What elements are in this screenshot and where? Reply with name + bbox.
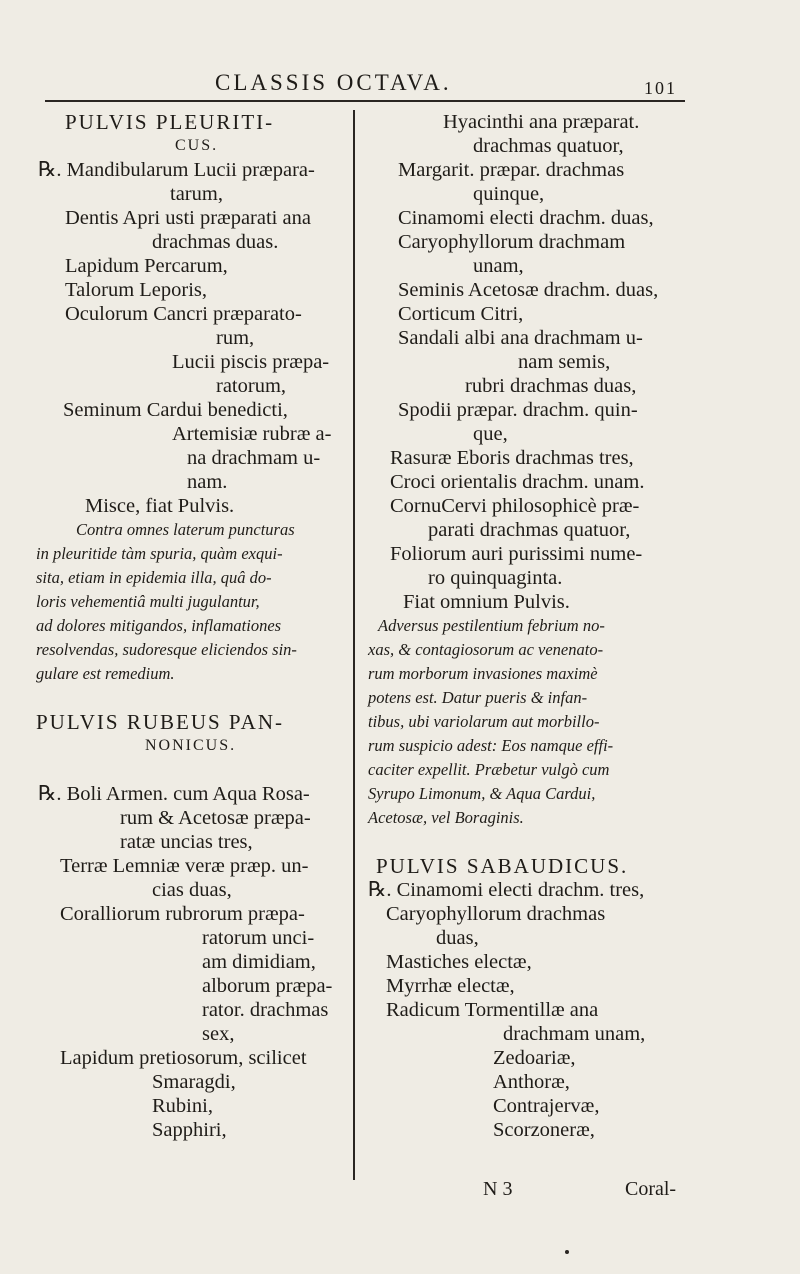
text-line: Mastiches electæ, bbox=[386, 951, 532, 973]
text-line: Hyacinthi ana præparat. bbox=[443, 111, 640, 133]
text-line: Spodii præpar. drachm. quin- bbox=[398, 399, 638, 421]
text-line bbox=[368, 830, 688, 854]
left-column bbox=[30, 110, 348, 1142]
section-heading: PULVIS RUBEUS PAN- bbox=[36, 710, 285, 734]
text-line: Caryophyllorum drachmam bbox=[398, 231, 626, 253]
text-line: que, bbox=[473, 423, 508, 445]
right-column bbox=[368, 110, 688, 1142]
usage-note-line: rum morborum invasiones maximè bbox=[368, 664, 598, 683]
text-line: Zedoariæ, bbox=[493, 1047, 576, 1069]
text-line: Misce, fiat Pulvis. bbox=[85, 495, 235, 517]
text-line: alborum præpa- bbox=[202, 975, 333, 997]
section-heading: NONICUS. bbox=[145, 737, 237, 754]
header-rule bbox=[45, 100, 685, 102]
text-line: rator. drachmas bbox=[202, 999, 329, 1021]
text-line: nam semis, bbox=[518, 351, 611, 373]
text-line: Fiat omnium Pulvis. bbox=[403, 591, 570, 613]
text-line: Myrrhæ electæ, bbox=[386, 975, 515, 997]
text-line: sex, bbox=[202, 1023, 235, 1045]
text-line: Talorum Leporis, bbox=[65, 279, 208, 301]
text-line: Dentis Apri usti præparati ana bbox=[65, 207, 311, 229]
text-line: cias duas, bbox=[152, 879, 232, 901]
usage-note-line: in pleuritide tàm spuria, quàm exqui- bbox=[36, 544, 283, 563]
text-line: unam, bbox=[473, 255, 524, 277]
text-line: Margarit. præpar. drachmas bbox=[398, 159, 625, 181]
usage-note-line: sita, etiam in epidemia illa, quâ do- bbox=[36, 568, 272, 587]
text-line: ratæ uncias tres, bbox=[120, 831, 253, 853]
text-line: Sandali albi ana drachmam u- bbox=[398, 327, 643, 349]
running-head bbox=[0, 70, 800, 100]
usage-note-line: rum suspicio adest: Eos namque effi- bbox=[368, 736, 614, 755]
page-number: 101 bbox=[644, 78, 677, 98]
text-line: Radicum Tormentillæ ana bbox=[386, 999, 599, 1021]
text-line: Anthoræ, bbox=[493, 1071, 570, 1093]
text-line: ro quinquaginta. bbox=[428, 567, 563, 589]
text-line: duas, bbox=[436, 927, 479, 949]
text-line: rubri drachmas duas, bbox=[465, 375, 637, 397]
usage-note-line: gulare est remedium. bbox=[36, 664, 175, 683]
text-line bbox=[30, 686, 348, 710]
text-line: Cinamomi electi drachm. duas, bbox=[398, 207, 654, 229]
ink-speck bbox=[565, 1250, 569, 1254]
text-line: quinque, bbox=[473, 183, 545, 205]
usage-note-line: ad dolores mitigandos, inflamationes bbox=[36, 616, 282, 635]
text-line: drachmas duas. bbox=[152, 231, 279, 253]
text-line: ratorum unci- bbox=[202, 927, 315, 949]
text-line: drachmas quatuor, bbox=[473, 135, 624, 157]
text-line: am dimidiam, bbox=[202, 951, 316, 973]
text-line: Artemisiæ rubræ a- bbox=[172, 423, 332, 445]
text-line: tarum, bbox=[170, 183, 223, 205]
text-line: CornuCervi philosophicè præ- bbox=[390, 495, 640, 517]
text-line: Seminum Cardui benedicti, bbox=[63, 399, 288, 421]
text-line: rum, bbox=[216, 327, 255, 349]
section-heading: PULVIS PLEURITI- bbox=[65, 110, 275, 134]
usage-note-line: potens est. Datur pueris & infan- bbox=[368, 688, 588, 707]
text-line: Oculorum Cancri præparato- bbox=[65, 303, 302, 325]
text-line: rum & Acetosæ præpa- bbox=[120, 807, 311, 829]
text-line: nam. bbox=[187, 471, 228, 493]
running-title: CLASSIS OCTAVA. bbox=[215, 70, 452, 95]
text-line: Rubini, bbox=[152, 1095, 213, 1117]
text-line: Lapidum pretiosorum, scilicet bbox=[60, 1047, 307, 1069]
usage-note-line: Acetosæ, vel Boraginis. bbox=[368, 808, 524, 827]
signature-mark: N 3 bbox=[483, 1178, 513, 1200]
usage-note-line: xas, & contagiosorum ac venenato- bbox=[368, 640, 604, 659]
text-line: na drachmam u- bbox=[187, 447, 321, 469]
usage-note-line: loris vehementiâ multi jugulantur, bbox=[36, 592, 260, 611]
column-divider bbox=[353, 110, 355, 1180]
text-line: Contrajervæ, bbox=[493, 1095, 600, 1117]
text-line: Corticum Citri, bbox=[398, 303, 524, 325]
text-line: Lucii piscis præpa- bbox=[172, 351, 330, 373]
section-heading: PULVIS SABAUDICUS. bbox=[376, 854, 629, 878]
text-line: drachmam unam, bbox=[503, 1023, 646, 1045]
text-line: Rasuræ Eboris drachmas tres, bbox=[390, 447, 634, 469]
usage-note-line: Contra omnes laterum puncturas bbox=[76, 520, 295, 539]
text-line bbox=[30, 758, 348, 782]
text-line: Terræ Lemniæ veræ præp. un- bbox=[60, 855, 309, 877]
text-line: Croci orientalis drachm. unam. bbox=[390, 471, 645, 493]
usage-note-line: tibus, ubi variolarum aut morbillo- bbox=[368, 712, 600, 731]
text-line: Caryophyllorum drachmas bbox=[386, 903, 606, 925]
usage-note-line: caciter expellit. Præbetur vulgò cum bbox=[368, 760, 610, 779]
text-line: Foliorum auri purissimi nume- bbox=[390, 543, 643, 565]
catchword: Coral- bbox=[625, 1178, 677, 1200]
usage-note-line: Adversus pestilentium febrium no- bbox=[378, 616, 605, 635]
section-heading: CUS. bbox=[175, 137, 219, 154]
usage-note-line: Syrupo Limonum, & Aqua Cardui, bbox=[368, 784, 596, 803]
text-line: parati drachmas quatuor, bbox=[428, 519, 631, 541]
text-line: Scorzoneræ, bbox=[493, 1119, 595, 1141]
text-line: Lapidum Percarum, bbox=[65, 255, 228, 277]
text-line: Seminis Acetosæ drachm. duas, bbox=[398, 279, 659, 301]
text-line: ratorum, bbox=[216, 375, 287, 397]
text-line: Sapphiri, bbox=[152, 1119, 227, 1141]
text-line: ℞. Mandibularum Lucii præpara- bbox=[38, 159, 315, 181]
text-line: ℞. Boli Armen. cum Aqua Rosa- bbox=[38, 783, 310, 805]
text-line: Smaragdi, bbox=[152, 1071, 236, 1093]
text-line: Coralliorum rubrorum præpa- bbox=[60, 903, 305, 925]
text-line: ℞. Cinamomi electi drachm. tres, bbox=[368, 879, 645, 901]
usage-note-line: resolvendas, sudoresque eliciendos sin- bbox=[36, 640, 297, 659]
